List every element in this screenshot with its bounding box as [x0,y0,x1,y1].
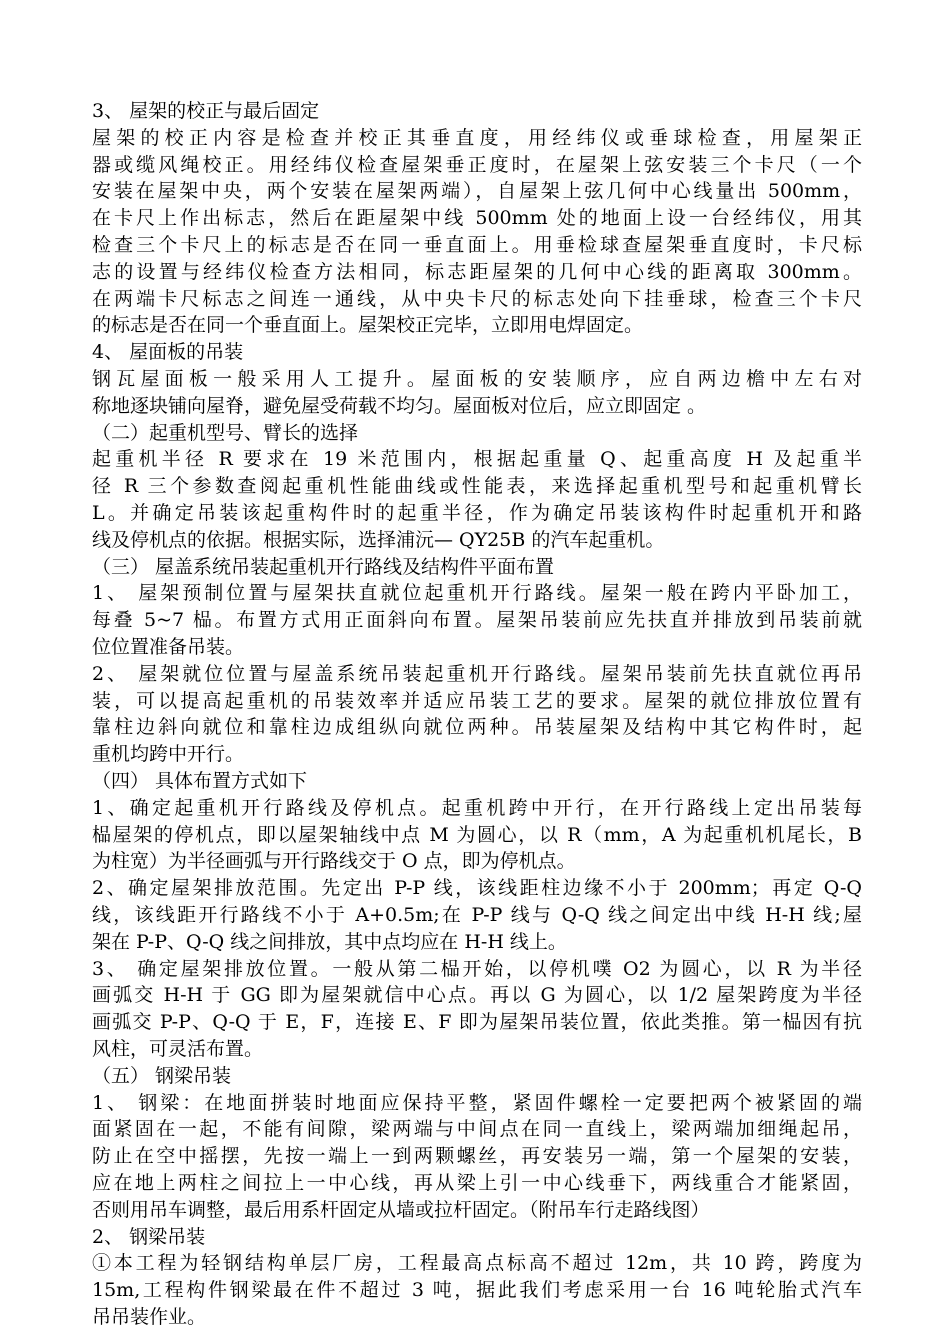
text-line: 在两端卡尺标志之间连一通线，从中央卡尺的标志处向下挂垂球，检查三个卡尺 [92,287,862,310]
text-line: 应在地上两柱之间拉上一中心线，再从梁上引一中心线垂下，两线重合才能紧固， [92,1172,862,1194]
text-line: （五） 钢梁吊装 [92,1064,232,1087]
text-line: 架在 P-P、Q-Q 线之间排放，其中点均应在 H-H 线上。 [92,930,567,953]
text-line: 1、 钢梁：在地面拼装时地面应保持平整，紧固件螺栓一定要把两个被紧固的端 [92,1091,862,1114]
text-line: 志的设置与经纬仪检查方法相同，标志距屋架的几何中心线的距离取 300mm。 [92,260,862,283]
text-line: 在卡尺上作出标志，然后在距屋架中线 500mm 处的地面上设一台经纬仪，用其 [92,207,862,230]
text-line: 检查三个卡尺上的标志是否在同一垂直面上。用垂检球查屋架垂直度时，卡尺标 [92,234,862,256]
text-line: 4、 屋面板的吊装 [92,341,244,364]
text-line: （四） 具体布置方式如下 [92,770,308,792]
text-line: 3、 确定屋架排放位置。一般从第二榀开始，以停机噗 O2 为圆心，以 R 为半径 [92,957,862,980]
text-line: 靠柱边斜向就位和靠柱边成组纵向就位两种。吊装屋架及结构中其它构件时，起 [92,716,862,739]
text-line: 2、确定屋架排放范围。先定出 P-P 线，该线距柱边缘不小于 200mm；再定 Q-Q [92,877,862,900]
text-line: 吊吊装作业。 [92,1306,207,1328]
text-line: 安装在屋架中央，两个安装在屋架两端），自屋架上弦几何中心线量出 500mm， [92,180,862,203]
text-line: ①本工程为轻钢结构单层厂房，工程最高点标高不超过 12m，共 10 跨，跨度为 [92,1252,862,1275]
text-line: 屋架的校正内容是检查并校正其垂直度，用经纬仪或垂球检查，用屋架正 [92,126,862,149]
text-line: 面紧固在一起，不能有间隙，梁两端与中间点在同一直线上，梁两端加细绳起吊， [92,1118,862,1141]
text-line: 榀屋架的停机点，即以屋架轴线中点 M 为圆心，以 R（mm，A 为起重机机尾长，B [92,823,862,846]
text-line: L。并确定吊装该起重构件时的起重半径，作为确定吊装该构件时起重机开和路 [92,502,862,524]
text-line: 位位置准备吊装。 [92,636,245,658]
text-line: 每叠 5~7 榀。布置方式用正面斜向布置。屋架吊装前应先扶直并排放到吊装前就 [92,609,862,632]
text-line: 1、确定起重机开行路线及停机点。起重机跨中开行，在开行路线上定出吊装每 [92,796,862,819]
text-line: 2、 钢梁吊装 [92,1225,206,1248]
text-line: （二）起重机型号、臂长的选择 [92,421,359,444]
text-line: 画弧交 H-H 于 GG 即为屋架就信中心点。再以 G 为圆心，以 1/2 屋架跨度为半径 [92,984,862,1007]
text-line: 3、 屋架的校正与最后固定 [92,100,320,122]
text-line: 径 R 三个参数查阅起重机性能曲线或性能表，来选择起重机型号和起重机臂长 [92,475,862,498]
text-line: 起重机半径 R 要求在 19 米范围内，根据起重量 Q、起重高度 H 及起重半 [92,448,862,471]
text-line: 1、 屋架预制位置与屋架扶直就位起重机开行路线。屋架一般在跨内平卧加工， [92,582,862,605]
text-line: 线及停机点的依据。根据实际，选择浦沅— QY25B 的汽车起重机。 [92,528,665,551]
text-line: 的标志是否在同一个垂直面上。屋架校正完毕，立即用电焊固定。 [92,314,644,337]
text-line: 装，可以提高起重机的吊装效率并适应吊装工艺的要求。屋架的就位排放位置有 [92,689,862,712]
text-line: 重机均跨中开行。 [92,743,245,766]
text-line: 2、 屋架就位位置与屋盖系统吊装起重机开行路线。屋架吊装前先扶直就位再吊 [92,662,862,685]
text-line: （三） 屋盖系统吊装起重机开行路线及结构件平面布置 [92,555,555,578]
text-line: 画弧交 P-P、Q-Q 于 E，F，连接 E、F 即为屋架吊装位置，依此类推。第一榀因有抗 [92,1011,862,1034]
text-line: 钢瓦屋面板一般采用人工提升。屋面板的安装顺序，应自两边檐中左右对 [92,368,862,390]
text-line: 称地逐块铺向屋脊，避免屋受荷载不均匀。屋面板对位后，应立即固定 。 [92,394,707,417]
text-line: 15m,工程构件钢梁最在件不超过 3 吨，据此我们考虑采用一台 16 吨轮胎式汽车 [92,1279,862,1302]
text-line: 防止在空中摇摆，先按一端上一到两颗螺丝，再安装另一端，第一个屋架的安装， [92,1145,862,1168]
text-line: 否则用吊车调整，最后用系杆固定从墙或拉杆固定。（附吊车行走路线图） [92,1198,710,1221]
text-line: 线，该线距开行路线不小于 A+0.5m;在 P-P 线与 Q-Q 线之间定出中线 H-H 线;屋 [92,904,862,926]
text-line: 器或缆风绳校正。用经纬仪检查屋架垂正度时，在屋架上弦安装三个卡尺（一个 [92,153,862,176]
text-line: 为柱宽）为半径画弧与开行路线交于 O 点，即为停机点。 [92,850,576,873]
text-line: 风柱，可灵活布置。 [92,1038,264,1060]
